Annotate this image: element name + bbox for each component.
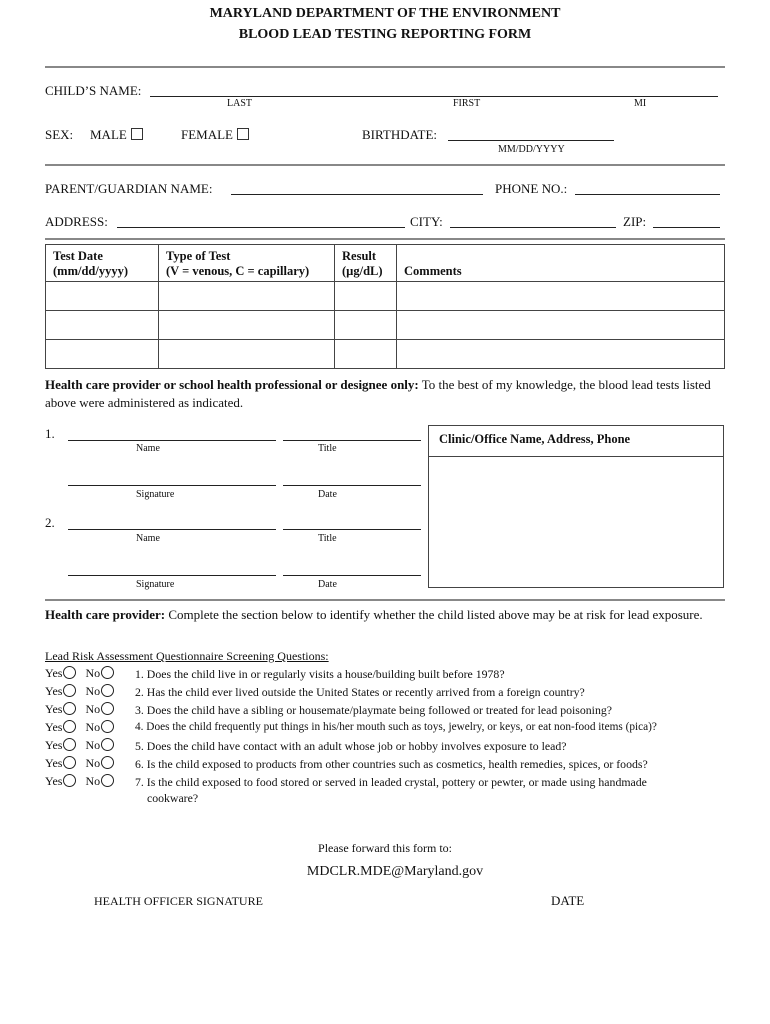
clinic-info-box[interactable] — [428, 425, 724, 588]
col-type-of-test: Type of Test (V = venous, C = capillary) — [159, 245, 335, 282]
question-7-continued: cookware? — [147, 791, 199, 805]
no-radio[interactable] — [101, 738, 114, 751]
city-label: CITY: — [410, 214, 443, 229]
yes-radio[interactable] — [63, 684, 76, 697]
signer-2-signature-line[interactable] — [68, 575, 276, 576]
question-3-options: Yes No — [45, 702, 114, 717]
no-radio[interactable] — [101, 684, 114, 697]
table-row — [46, 340, 725, 369]
parent-name-label: PARENT/GUARDIAN NAME: — [45, 181, 213, 196]
signer-1-date-caption: Date — [318, 489, 337, 500]
yes-radio[interactable] — [63, 774, 76, 787]
sex-label: SEX: — [45, 127, 74, 142]
zip-field[interactable] — [653, 215, 720, 228]
question-2: 2. Has the child ever lived outside the United States or recently arrived from a foreign country? — [135, 685, 585, 699]
question-2-options: Yes No — [45, 684, 114, 699]
yes-radio[interactable] — [63, 666, 76, 679]
signer-2-date-line[interactable] — [283, 575, 421, 576]
comments-cell[interactable] — [397, 340, 725, 369]
zip-label: ZIP: — [623, 214, 647, 229]
yes-radio[interactable] — [63, 756, 76, 769]
question-5: 5. Does the child have contact with an adult whose job or hobby involves exposure to lead? — [135, 739, 567, 753]
phone-label: PHONE NO.: — [495, 181, 568, 196]
phone-field[interactable] — [575, 182, 720, 195]
divider — [45, 599, 725, 601]
forward-instructions: Please forward this form to: — [318, 841, 452, 855]
birthdate-format: MM/DD/YYYY — [498, 144, 565, 155]
signer-1-name-line[interactable] — [68, 440, 276, 441]
result-cell[interactable] — [335, 282, 397, 311]
clinic-box-header: Clinic/Office Name, Address, Phone — [429, 426, 723, 457]
signer-2-signature-caption: Signature — [136, 579, 175, 590]
child-name-label: CHILD’S NAME: — [45, 83, 142, 98]
birthdate-field[interactable] — [448, 128, 614, 141]
signer-1-title-line[interactable] — [283, 440, 421, 441]
no-radio[interactable] — [101, 720, 114, 733]
last-name-caption: LAST — [227, 98, 252, 109]
question-1: 1. Does the child live in or regularly visits a house/building built before 1978? — [135, 667, 505, 681]
yes-radio[interactable] — [63, 702, 76, 715]
col-result: Result (µg/dL) — [335, 245, 397, 282]
birthdate-label: BIRTHDATE: — [362, 127, 438, 142]
test-date-cell[interactable] — [46, 340, 159, 369]
questionnaire-title: Lead Risk Assessment Questionnaire Screening Questions: — [45, 649, 329, 663]
col-test-date: Test Date (mm/dd/yyyy) — [46, 245, 159, 282]
type-cell[interactable] — [159, 282, 335, 311]
blood-test-table — [45, 244, 725, 369]
signer-2-title-caption: Title — [318, 533, 337, 544]
type-cell[interactable] — [159, 340, 335, 369]
divider — [45, 238, 725, 240]
type-cell[interactable] — [159, 311, 335, 340]
first-name-caption: FIRST — [453, 98, 481, 109]
female-label: FEMALE — [181, 127, 233, 142]
form-agency: MARYLAND DEPARTMENT OF THE ENVIRONMENT — [209, 6, 561, 21]
signer-1-number: 1. — [45, 426, 55, 441]
yes-radio[interactable] — [63, 720, 76, 733]
result-cell[interactable] — [335, 340, 397, 369]
question-5-options: Yes No — [45, 738, 114, 753]
question-4-options: Yes No — [45, 720, 114, 735]
table-row — [46, 311, 725, 340]
male-label: MALE — [90, 127, 127, 142]
female-option — [181, 127, 249, 143]
officer-date-label: DATE — [551, 893, 585, 908]
col-comments: Comments — [397, 245, 725, 282]
signer-2-name-line[interactable] — [68, 529, 276, 530]
comments-cell[interactable] — [397, 282, 725, 311]
signer-1-name-caption: Name — [136, 443, 160, 454]
male-option — [90, 127, 143, 143]
signer-2-title-line[interactable] — [283, 529, 421, 530]
female-checkbox[interactable] — [237, 128, 249, 140]
divider — [45, 66, 725, 68]
test-date-cell[interactable] — [46, 311, 159, 340]
provider-attestation: Health care provider or school health professional or designee only: To the best of my knowledge, the blood lead tests listed above were administered as indicated. — [45, 377, 711, 410]
address-label: ADDRESS: — [45, 214, 108, 229]
health-officer-signature-label: HEALTH OFFICER SIGNATURE — [94, 894, 263, 908]
divider — [45, 164, 725, 166]
table-header-row — [46, 245, 725, 282]
signer-2-name-caption: Name — [136, 533, 160, 544]
mi-caption: MI — [634, 98, 647, 109]
parent-name-field[interactable] — [231, 182, 483, 195]
question-7-options: Yes No — [45, 774, 114, 789]
test-date-cell[interactable] — [46, 282, 159, 311]
question-6: 6. Is the child exposed to products from other countries such as cosmetics, health remedies, spices, or foods? — [135, 757, 648, 771]
no-radio[interactable] — [101, 756, 114, 769]
signer-1-signature-caption: Signature — [136, 489, 175, 500]
no-radio[interactable] — [101, 702, 114, 715]
form-title: BLOOD LEAD TESTING REPORTING FORM — [238, 27, 532, 42]
yes-radio[interactable] — [63, 738, 76, 751]
comments-cell[interactable] — [397, 311, 725, 340]
child-name-field[interactable] — [150, 84, 718, 97]
risk-instructions: Health care provider: Complete the section below to identify whether the child listed above may be at risk for lead exposure. — [45, 607, 703, 622]
signer-1-date-line[interactable] — [283, 485, 421, 486]
signer-2-date-caption: Date — [318, 579, 337, 590]
question-1-options: Yes No — [45, 666, 114, 681]
submission-email[interactable]: MDCLR.MDE@Maryland.gov — [306, 864, 484, 879]
signer-1-signature-line[interactable] — [68, 485, 276, 486]
no-radio[interactable] — [101, 666, 114, 679]
question-4: 4. Does the child frequently put things in his/her mouth such as toys, jewelry, or keys, or eat non-food items (pica)? — [135, 721, 657, 733]
city-field[interactable] — [450, 215, 616, 228]
result-cell[interactable] — [335, 311, 397, 340]
signer-2-number: 2. — [45, 515, 55, 530]
question-6-options: Yes No — [45, 756, 114, 771]
male-checkbox[interactable] — [131, 128, 143, 140]
question-7: 7. Is the child exposed to food stored or served in leaded crystal, pottery or pewter, or made using handmade — [135, 775, 647, 789]
question-3: 3. Does the child have a sibling or housemate/playmate being followed or treated for lead poisoning? — [135, 703, 612, 717]
table-row — [46, 282, 725, 311]
no-radio[interactable] — [101, 774, 114, 787]
signer-1-title-caption: Title — [318, 443, 337, 454]
address-field[interactable] — [117, 215, 405, 228]
